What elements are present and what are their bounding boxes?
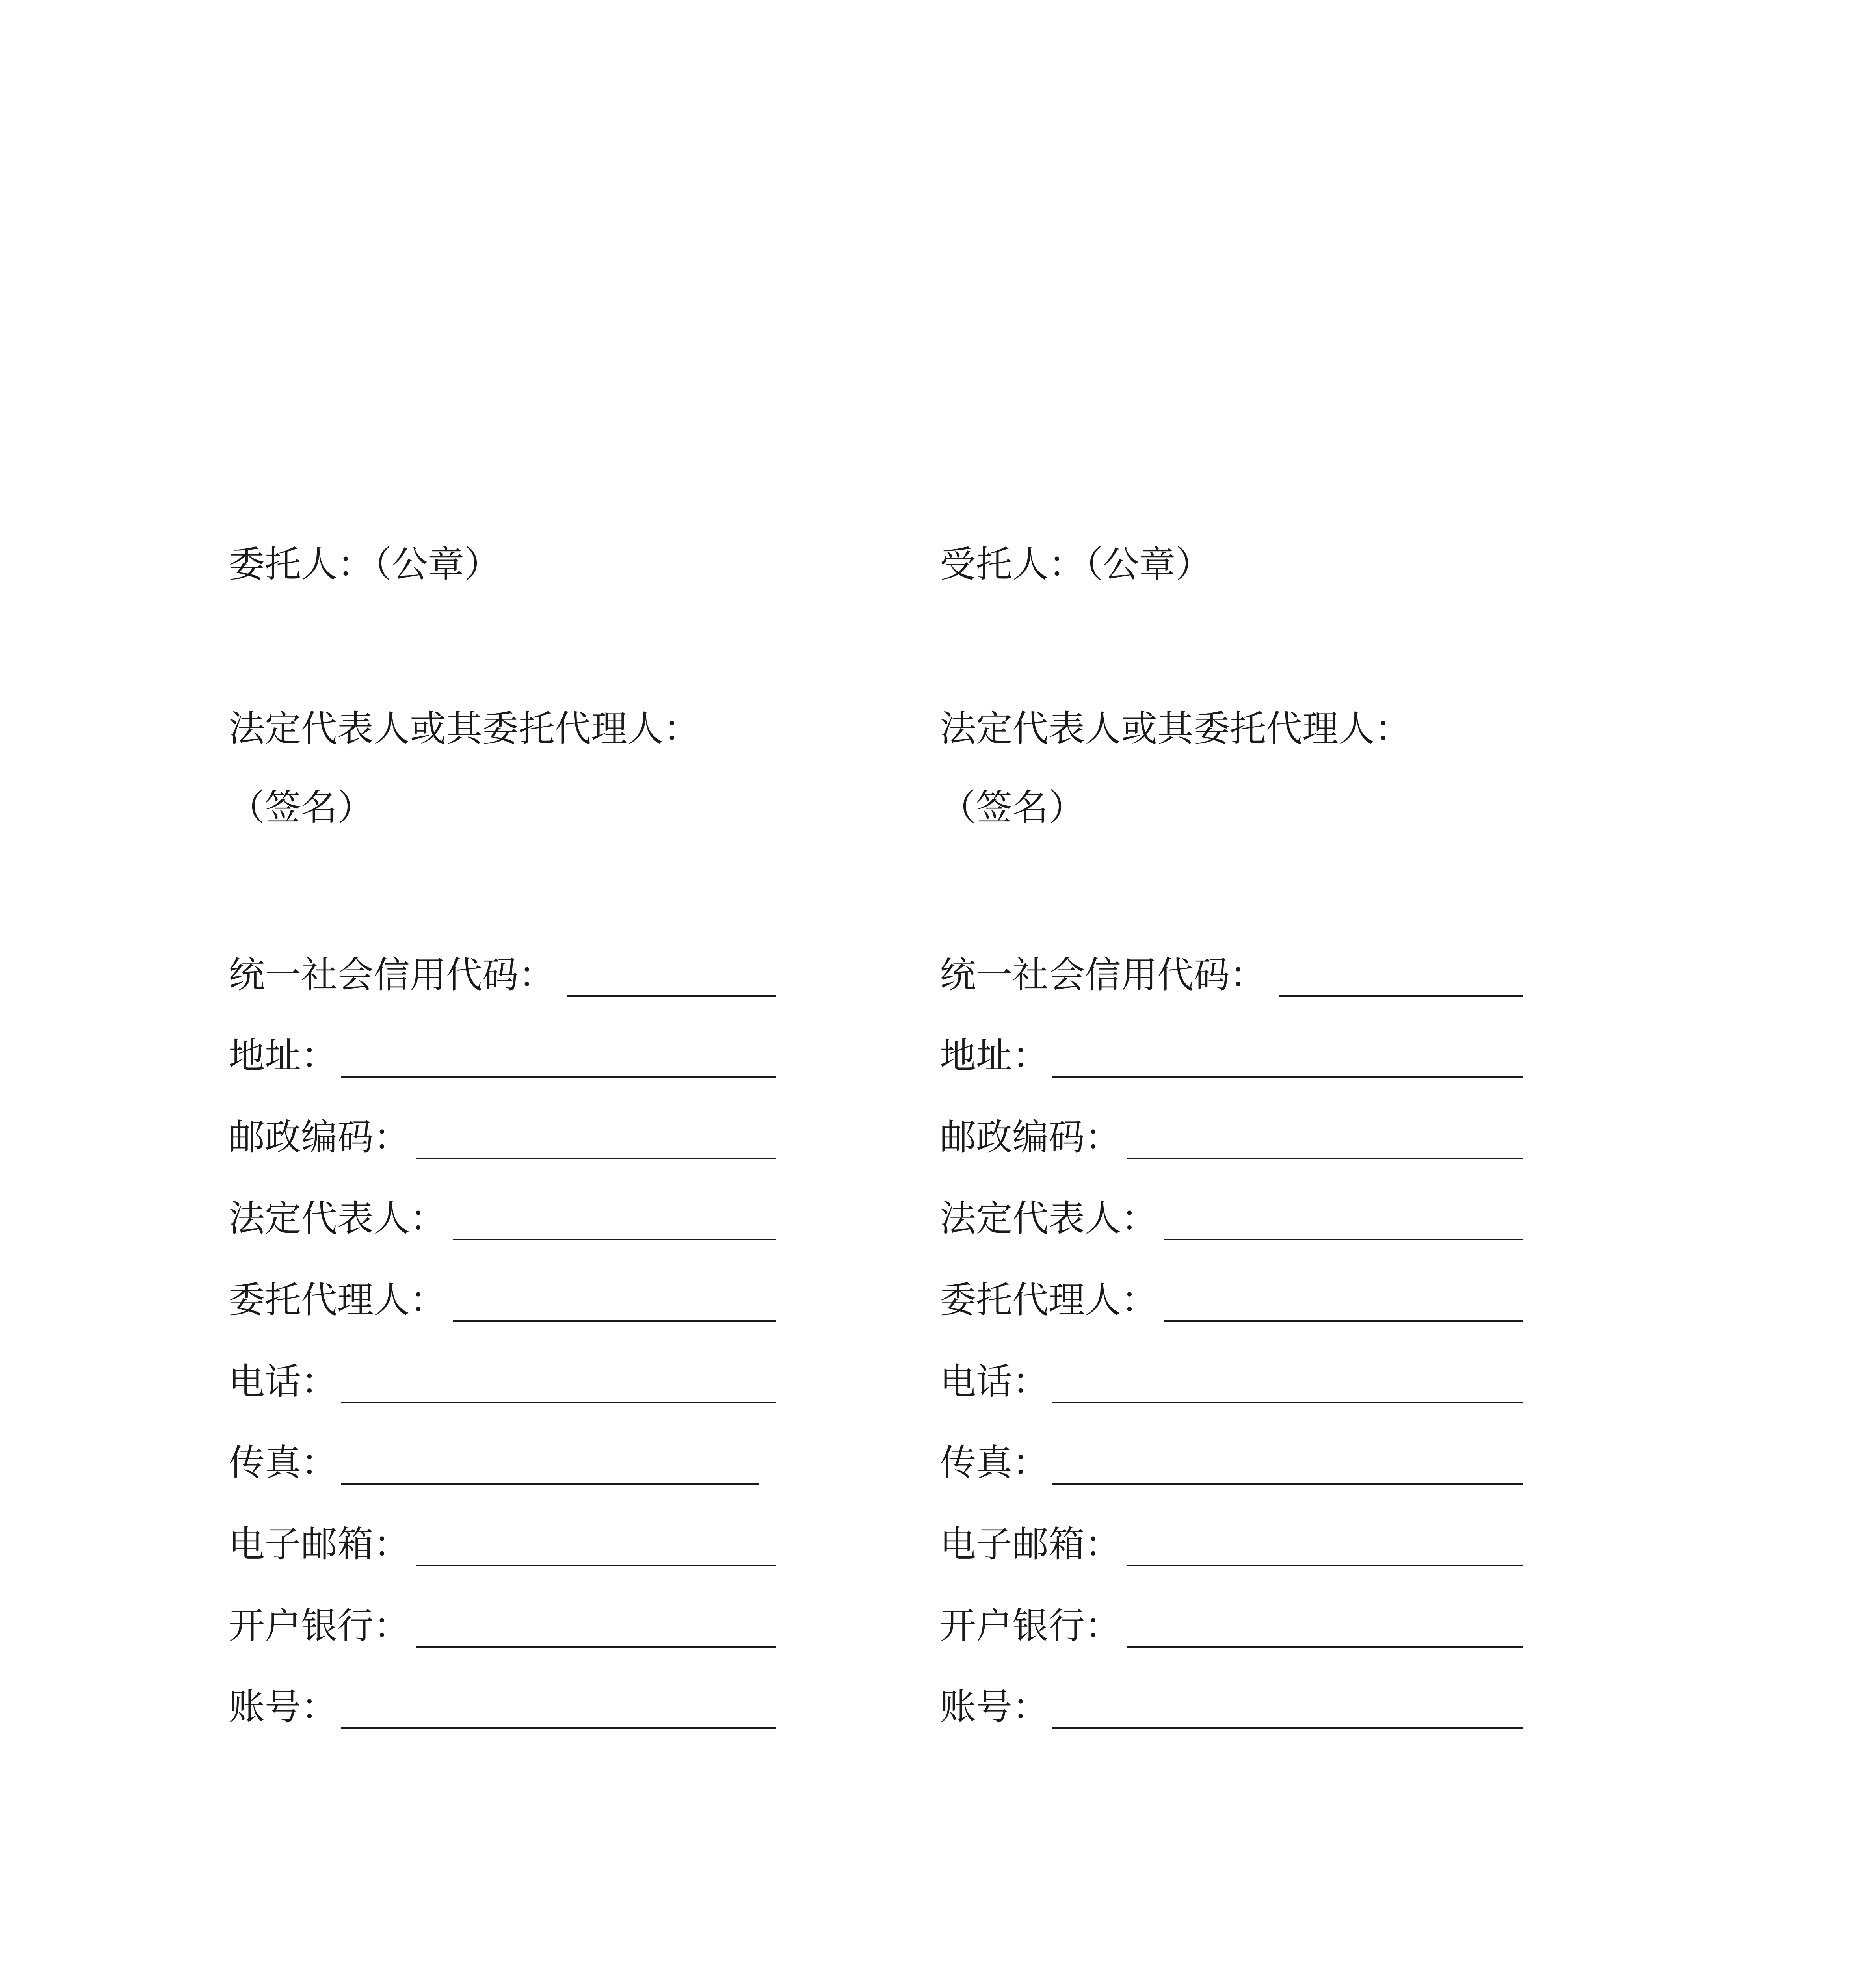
- field-label: 账号：: [940, 1686, 1049, 1728]
- principal-seal-label: 委托人：（公章）: [229, 543, 501, 585]
- field-label: 传真：: [940, 1442, 1049, 1484]
- field-label: 委托代理人：: [940, 1279, 1158, 1321]
- principal-bank-row: [229, 1604, 776, 1648]
- field-label: 委托代理人：: [229, 1279, 446, 1321]
- agent-credit-code-row: [940, 953, 1523, 997]
- field-label: 法定代表人：: [940, 1197, 1158, 1240]
- agent-blank[interactable]: [453, 1320, 776, 1322]
- agent-email-row: [940, 1523, 1523, 1566]
- principal-representative-label: 法定代表人或其委托代理人：: [229, 708, 700, 750]
- field-label: 地址：: [229, 1035, 338, 1077]
- email-blank[interactable]: [416, 1565, 776, 1566]
- phone-blank[interactable]: [341, 1402, 776, 1403]
- agent-agent-row: [940, 1279, 1523, 1322]
- field-label: 统一社会信用代码：: [229, 954, 555, 996]
- field-label: 地址：: [940, 1035, 1049, 1077]
- email-blank[interactable]: [1127, 1565, 1523, 1566]
- field-label: 电子邮箱：: [229, 1523, 410, 1565]
- field-label: 电话：: [229, 1360, 338, 1403]
- account-blank[interactable]: [341, 1727, 776, 1729]
- agent-representative-label: 法定代表人或其委托代理人：: [940, 708, 1411, 750]
- principal-signature-label: （签名）: [229, 786, 374, 829]
- principal-fax-row: [229, 1441, 759, 1485]
- fax-blank[interactable]: [341, 1483, 759, 1485]
- principal-postcode-row: [229, 1116, 776, 1159]
- agent-bank-row: [940, 1604, 1523, 1648]
- agent-blank[interactable]: [1164, 1320, 1523, 1322]
- bank-blank[interactable]: [416, 1646, 776, 1648]
- field-label: 邮政编码：: [229, 1116, 410, 1158]
- postcode-blank[interactable]: [416, 1158, 776, 1159]
- principal-phone-row: [229, 1360, 776, 1403]
- agent-account-row: [940, 1686, 1523, 1729]
- field-label: 开户银行：: [229, 1605, 410, 1647]
- phone-blank[interactable]: [1052, 1402, 1523, 1403]
- account-blank[interactable]: [1052, 1727, 1523, 1729]
- field-label: 电子邮箱：: [940, 1523, 1121, 1565]
- principal-legal-rep-row: [229, 1197, 776, 1240]
- field-label: 账号：: [229, 1686, 338, 1728]
- agent-address-row: [940, 1034, 1523, 1078]
- agent-signature-label: （签名）: [940, 786, 1085, 829]
- agent-legal-rep-row: [940, 1197, 1523, 1240]
- principal-account-row: [229, 1686, 776, 1729]
- credit-code-blank[interactable]: [567, 995, 776, 997]
- agent-fax-row: [940, 1441, 1523, 1485]
- field-label: 统一社会信用代码：: [940, 954, 1266, 996]
- principal-credit-code-row: [229, 953, 776, 997]
- address-blank[interactable]: [341, 1076, 776, 1078]
- bank-blank[interactable]: [1127, 1646, 1523, 1648]
- field-label: 法定代表人：: [229, 1197, 446, 1240]
- field-label: 传真：: [229, 1442, 338, 1484]
- fax-blank[interactable]: [1052, 1483, 1523, 1485]
- field-label: 邮政编码：: [940, 1116, 1121, 1158]
- postcode-blank[interactable]: [1127, 1158, 1523, 1159]
- principal-address-row: [229, 1034, 776, 1078]
- address-blank[interactable]: [1052, 1076, 1523, 1078]
- legal-rep-blank[interactable]: [1164, 1239, 1523, 1240]
- field-label: 开户银行：: [940, 1605, 1121, 1647]
- agent-phone-row: [940, 1360, 1523, 1403]
- agent-seal-label: 受托人：（公章）: [940, 543, 1212, 585]
- principal-agent-row: [229, 1279, 776, 1322]
- legal-rep-blank[interactable]: [453, 1239, 776, 1240]
- principal-email-row: [229, 1523, 776, 1566]
- field-label: 电话：: [940, 1360, 1049, 1403]
- credit-code-blank[interactable]: [1279, 995, 1523, 997]
- agent-postcode-row: [940, 1116, 1523, 1159]
